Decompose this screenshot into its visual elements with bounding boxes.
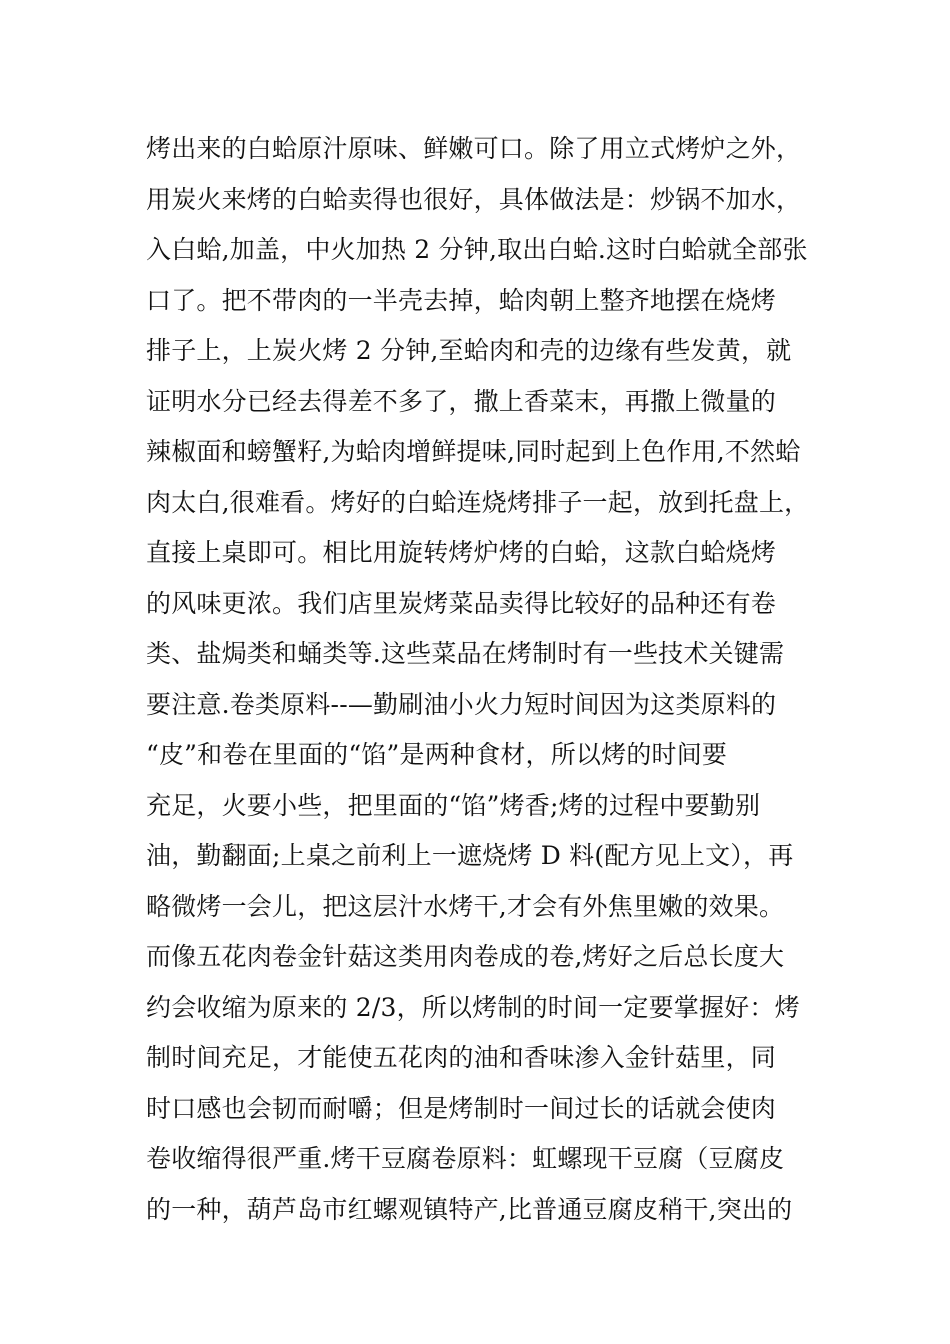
text-line: 入白蛤,加盖，中火加热 2 分钟,取出白蛤.这时白蛤就全部张 — [146, 235, 808, 264]
text-line: 的一种，葫芦岛市红螺观镇特产,比普通豆腐皮稍干,突出的 — [146, 1194, 793, 1224]
text-line: 油，勤翻面;上桌之前利上一遮烧烤 D 料(配方见上文），再 — [146, 841, 794, 870]
text-line: 类、盐焗类和蛹类等.这些菜品在烤制时有一些技术关键需 — [146, 639, 785, 668]
text-line: 约会收缩为原来的 2/3，所以烤制的时间一定要掌握好：烤 — [146, 992, 800, 1022]
text-line: 肉太白,很难看。烤好的白蛤连烧烤排子一起，放到托盘上， — [146, 487, 810, 517]
text-line: 略微烤一会儿，把这层汁水烤干,才会有外焦里嫩的效果。 — [146, 891, 785, 921]
text-line: 烤出来的白蛤原汁原味、鲜嫩可口。除了用立式烤炉之外， — [146, 134, 802, 163]
text-line: 辣椒面和螃蟹籽,为蛤肉增鲜提味,同时起到上色作用,不然蛤 — [146, 437, 801, 466]
text-line: 用炭火来烤的白蛤卖得也很好，具体做法是：炒锅不加水， — [146, 184, 802, 214]
text-line: 的风味更浓。我们店里炭烤菜品卖得比较好的品种还有卷 — [146, 588, 777, 618]
text-line: 直接上桌即可。相比用旋转烤炉烤的白蛤，这款白蛤烧烤 — [146, 538, 777, 567]
text-line: 排子上，上炭火烤 2 分钟,至蛤肉和壳的边缘有些发黄，就 — [146, 336, 792, 365]
text-line: 卷收缩得很严重.烤干豆腐卷原料：虹螺现干豆腐（豆腐皮 — [146, 1144, 785, 1173]
text-line: 时口感也会韧而耐嚼；但是烤制时一间过长的话就会使肉 — [146, 1093, 777, 1123]
text-line: 而像五花肉卷金针菇这类用肉卷成的卷,烤好之后总长度大 — [146, 942, 785, 971]
text-line: 证明水分已经去得差不多了，撒上香菜末，再撒上微量的 — [146, 386, 777, 416]
text-line: “皮”和卷在里面的“馅”是两种食材，所以烤的时间要 — [146, 740, 728, 769]
text-line: 口了。把不带肉的一半壳去掉，蛤肉朝上整齐地摆在烧烤 — [146, 285, 777, 315]
text-line: 制时间充足，才能使五花肉的油和香味渗入金针菇里，同 — [146, 1043, 777, 1072]
body-text — [146, 124, 816, 1235]
text-line: 要注意.卷类原料--—勤刷油小火力短时间因为这类原料的 — [146, 689, 777, 719]
text-line: 充足，火要小些，把里面的“馅”烤香;烤的过程中要勤别 — [146, 790, 761, 820]
